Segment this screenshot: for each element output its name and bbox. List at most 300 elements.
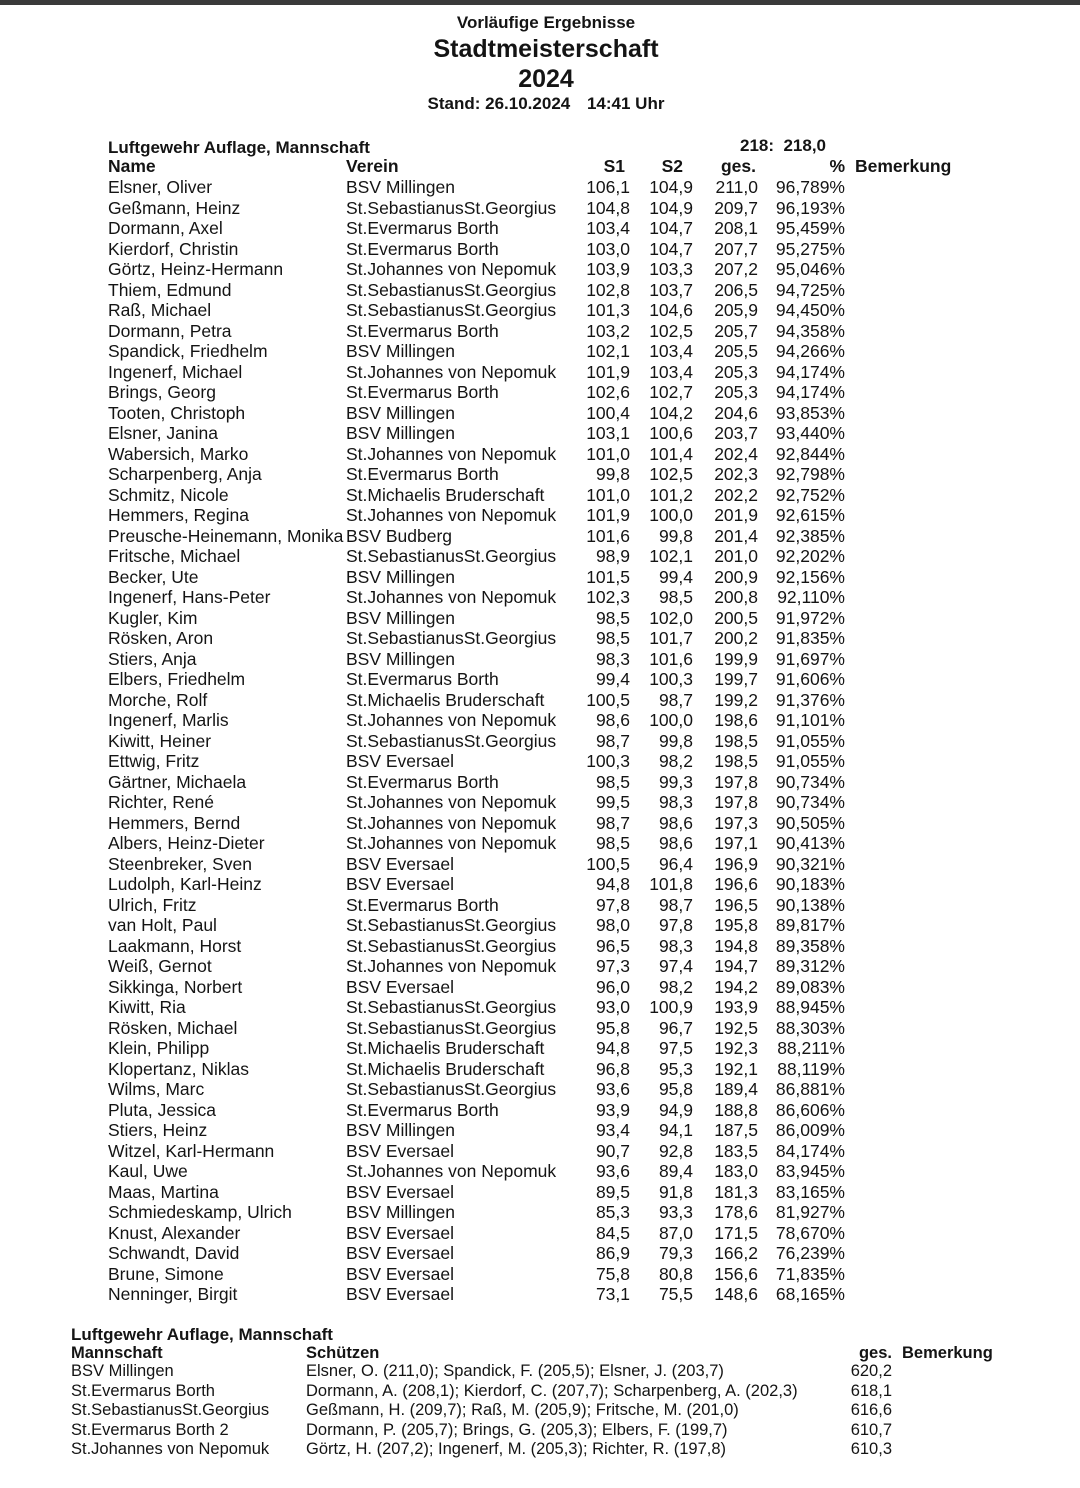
- result-s1: 73,1: [595, 1284, 630, 1304]
- result-s2: 103,7: [649, 279, 693, 300]
- result-s1: 99,5: [595, 792, 630, 812]
- result-club: St.Michaelis Bruderschaft: [346, 1058, 545, 1079]
- result-percent: 88,211%: [777, 1038, 845, 1058]
- result-percent: 89,312%: [775, 956, 845, 976]
- result-s2: 104,9: [649, 197, 693, 218]
- result-total: 204,6: [714, 402, 758, 423]
- result-total: 201,4: [714, 525, 758, 546]
- result-name: Kiwitt, Heiner: [108, 730, 212, 751]
- result-total: 208,1: [714, 218, 758, 238]
- result-club: BSV Eversael: [346, 1140, 454, 1161]
- col-header-name: Name: [108, 156, 156, 176]
- result-name: Ingenerf, Marlis: [108, 710, 229, 730]
- result-total: 193,9: [714, 997, 758, 1017]
- table-row: [0, 341, 1080, 361]
- result-percent: 76,239%: [775, 1243, 845, 1263]
- result-percent: 90,138%: [775, 894, 845, 915]
- result-total: 188,8: [714, 1099, 758, 1120]
- result-club: BSV Eversael: [346, 1263, 454, 1284]
- col-header-s2: S2: [661, 156, 683, 176]
- result-club: St.Johannes von Nepomuk: [346, 259, 557, 279]
- result-club: BSV Millingen: [346, 177, 455, 197]
- result-total: 202,4: [714, 443, 758, 464]
- result-name: Fritsche, Michael: [108, 546, 241, 566]
- table-row: [0, 321, 1080, 341]
- result-s2: 102,5: [649, 320, 693, 341]
- result-club: St.SebastianusSt.Georgius: [346, 730, 557, 751]
- table-row: [0, 1038, 1080, 1058]
- individual-max-score: 218: 218,0: [740, 136, 827, 155]
- result-s2: 100,6: [649, 423, 693, 443]
- result-name: Brune, Simone: [108, 1263, 224, 1284]
- table-row: [0, 423, 1080, 443]
- result-club: St.Johannes von Nepomuk: [346, 587, 557, 607]
- result-name: Weiß, Gernot: [108, 956, 212, 976]
- table-row: [0, 608, 1080, 628]
- result-percent: 93,440%: [775, 423, 845, 443]
- stand-time: 14:41 Uhr: [586, 94, 665, 113]
- document-subtitle: Vorläufige Ergebnisse: [456, 13, 636, 32]
- result-total: 201,0: [714, 546, 758, 566]
- result-name: Schmitz, Nicole: [108, 484, 229, 505]
- result-s1: 101,5: [586, 566, 630, 587]
- result-total: 205,7: [714, 320, 758, 341]
- result-percent: 91,055%: [775, 730, 845, 751]
- result-s1: 99,4: [595, 669, 630, 689]
- result-s1: 100,5: [586, 853, 630, 874]
- table-row: [0, 1202, 1080, 1222]
- result-s2: 100,0: [649, 505, 693, 525]
- result-s2: 101,4: [649, 443, 693, 464]
- result-s1: 102,8: [586, 279, 630, 300]
- result-name: Laakmann, Horst: [108, 935, 242, 956]
- document-stand: [6, 94, 1080, 114]
- result-total: 166,2: [714, 1243, 758, 1263]
- result-club: BSV Millingen: [346, 648, 455, 669]
- result-s1: 96,0: [595, 976, 630, 997]
- result-s2: 103,4: [649, 361, 693, 382]
- result-club: BSV Eversael: [346, 751, 454, 771]
- table-row: [0, 997, 1080, 1017]
- team-shooters: Elsner, O. (211,0); Spandick, F. (205,5); Elsner, J. (203,7): [306, 1362, 724, 1380]
- result-total: 197,8: [714, 792, 758, 812]
- table-row: [0, 833, 1080, 853]
- result-club: St.SebastianusSt.Georgius: [346, 915, 557, 935]
- result-percent: 83,165%: [775, 1181, 845, 1202]
- result-s2: 104,6: [649, 300, 693, 320]
- result-s1: 101,0: [586, 484, 630, 505]
- result-club: St.Evermarus Borth: [346, 320, 499, 341]
- col-header-shooters: Schützen: [306, 1344, 380, 1362]
- result-s2: 98,6: [658, 812, 693, 833]
- result-club: St.Johannes von Nepomuk: [346, 956, 557, 976]
- result-percent: 89,358%: [775, 935, 845, 956]
- result-club: St.Johannes von Nepomuk: [346, 505, 557, 525]
- result-s2: 97,5: [658, 1038, 693, 1058]
- result-name: Tooten, Christoph: [108, 402, 246, 423]
- result-club: BSV Eversael: [346, 1243, 454, 1263]
- result-s1: 93,0: [595, 997, 630, 1017]
- result-name: van Holt, Paul: [108, 915, 217, 935]
- result-s2: 98,7: [658, 894, 693, 915]
- table-row: [0, 198, 1080, 218]
- table-row: [0, 1059, 1080, 1079]
- result-percent: 90,734%: [775, 771, 845, 792]
- result-s2: 95,8: [658, 1079, 693, 1099]
- result-s1: 98,3: [595, 648, 630, 669]
- result-name: Pluta, Jessica: [108, 1099, 216, 1120]
- result-name: Ettwig, Fritz: [108, 751, 200, 771]
- result-s2: 103,4: [649, 341, 693, 361]
- result-s1: 98,5: [595, 607, 630, 628]
- result-club: BSV Millingen: [346, 1120, 455, 1140]
- result-s2: 99,4: [658, 566, 693, 587]
- result-name: Elsner, Oliver: [108, 177, 213, 197]
- result-percent: 84,174%: [775, 1140, 845, 1161]
- result-club: St.SebastianusSt.Georgius: [346, 1079, 557, 1099]
- result-s2: 97,4: [658, 956, 693, 976]
- result-total: 187,5: [714, 1120, 758, 1140]
- table-row: [0, 546, 1080, 566]
- result-club: St.SebastianusSt.Georgius: [346, 1017, 557, 1038]
- col-header-team-remark: Bemerkung: [902, 1344, 993, 1362]
- result-name: Hemmers, Bernd: [108, 812, 241, 833]
- result-s2: 96,4: [658, 853, 693, 874]
- table-row: [0, 239, 1080, 259]
- result-name: Stiers, Anja: [108, 648, 197, 669]
- result-percent: 91,101%: [775, 710, 845, 730]
- result-s1: 101,9: [586, 361, 630, 382]
- table-row: [0, 956, 1080, 976]
- result-name: Maas, Martina: [108, 1181, 219, 1202]
- result-total: 194,2: [714, 976, 758, 997]
- result-percent: 92,752%: [775, 484, 845, 505]
- result-name: Elsner, Janina: [108, 423, 218, 443]
- result-total: 200,2: [714, 628, 758, 648]
- result-total: 211,0: [715, 177, 758, 197]
- result-s1: 90,7: [595, 1140, 630, 1161]
- result-s2: 99,3: [658, 771, 693, 792]
- result-name: Gärtner, Michaela: [108, 771, 247, 792]
- team-row: [0, 1401, 1080, 1421]
- result-total: 148,6: [714, 1284, 758, 1304]
- result-name: Morche, Rolf: [108, 689, 208, 710]
- table-row: [0, 813, 1080, 833]
- result-s1: 75,8: [595, 1263, 630, 1284]
- result-name: Richter, René: [108, 792, 215, 812]
- result-s2: 93,3: [658, 1202, 693, 1222]
- result-total: 207,2: [714, 259, 758, 279]
- result-percent: 91,697%: [775, 648, 845, 669]
- result-total: 205,3: [714, 361, 758, 382]
- result-total: 189,4: [714, 1079, 758, 1099]
- table-row: [0, 936, 1080, 956]
- result-total: 194,8: [714, 935, 758, 956]
- result-percent: 88,119%: [777, 1058, 845, 1079]
- result-name: Steenbreker, Sven: [108, 853, 252, 874]
- result-s2: 98,7: [658, 689, 693, 710]
- result-s2: 101,7: [649, 628, 693, 648]
- result-percent: 94,174%: [775, 382, 845, 402]
- result-total: 183,0: [714, 1161, 758, 1181]
- table-row: [0, 1264, 1080, 1284]
- team-name: St.SebastianusSt.Georgius: [71, 1401, 270, 1419]
- result-club: St.Evermarus Borth: [346, 382, 499, 402]
- result-name: Görtz, Heinz-Hermann: [108, 259, 284, 279]
- result-total: 200,8: [714, 587, 758, 607]
- result-percent: 90,734%: [775, 792, 845, 812]
- result-club: BSV Millingen: [346, 341, 455, 361]
- result-total: 183,5: [714, 1140, 758, 1161]
- result-total: 199,7: [714, 669, 758, 689]
- result-s1: 93,6: [595, 1079, 630, 1099]
- result-s1: 106,1: [586, 177, 630, 197]
- result-s2: 104,9: [649, 177, 693, 197]
- result-total: 192,3: [714, 1038, 758, 1058]
- table-row: [0, 587, 1080, 607]
- table-row: [0, 751, 1080, 771]
- result-s2: 102,5: [649, 464, 693, 484]
- table-row: [0, 1284, 1080, 1304]
- result-s2: 98,3: [658, 935, 693, 956]
- result-club: St.Evermarus Borth: [346, 218, 499, 238]
- result-s1: 98,6: [595, 710, 630, 730]
- result-s2: 101,2: [649, 484, 693, 505]
- table-row: [0, 772, 1080, 792]
- result-name: Wabersich, Marko: [108, 443, 249, 464]
- result-club: St.Michaelis Bruderschaft: [346, 484, 545, 505]
- result-s2: 104,2: [649, 402, 693, 423]
- table-row: [0, 177, 1080, 197]
- table-row: [0, 874, 1080, 894]
- result-percent: 96,789%: [775, 177, 845, 197]
- result-s2: 102,0: [649, 607, 693, 628]
- result-percent: 90,505%: [775, 812, 845, 833]
- col-header-team: Mannschaft: [71, 1344, 163, 1362]
- result-s1: 96,5: [595, 935, 630, 956]
- result-club: BSV Eversael: [346, 874, 454, 894]
- result-name: Dormann, Petra: [108, 320, 232, 341]
- result-total: 200,9: [714, 566, 758, 587]
- result-percent: 89,817%: [775, 915, 845, 935]
- result-percent: 92,798%: [775, 464, 845, 484]
- result-s1: 100,3: [586, 751, 630, 771]
- team-total: 616,6: [850, 1401, 892, 1419]
- table-row: [0, 649, 1080, 669]
- table-row: [0, 218, 1080, 238]
- table-row: [0, 915, 1080, 935]
- table-row: [0, 710, 1080, 730]
- result-club: BSV Eversael: [346, 853, 454, 874]
- result-s1: 93,9: [595, 1099, 630, 1120]
- result-club: St.Evermarus Borth: [346, 238, 499, 259]
- result-name: Kugler, Kim: [108, 607, 198, 628]
- result-total: 196,5: [714, 894, 758, 915]
- result-s2: 101,6: [649, 648, 693, 669]
- result-s2: 94,9: [658, 1099, 693, 1120]
- table-row: [0, 259, 1080, 279]
- result-total: 192,1: [714, 1058, 758, 1079]
- result-name: Knust, Alexander: [108, 1222, 241, 1243]
- result-s1: 98,7: [595, 730, 630, 751]
- result-s1: 94,8: [595, 874, 630, 894]
- result-s2: 98,2: [658, 751, 693, 771]
- result-name: Rösken, Aron: [108, 628, 214, 648]
- team-section-title: Luftgewehr Auflage, Mannschaft: [71, 1325, 333, 1344]
- result-name: Geßmann, Heinz: [108, 197, 241, 218]
- result-percent: 92,156%: [775, 566, 845, 587]
- team-table-header: [0, 1344, 1080, 1364]
- result-s1: 98,0: [595, 915, 630, 935]
- document-year: 2024: [518, 65, 574, 93]
- team-shooters: Görtz, H. (207,2); Ingenerf, M. (205,3); Richter, R. (197,8): [306, 1440, 727, 1458]
- result-percent: 92,202%: [775, 546, 845, 566]
- result-club: BSV Budberg: [346, 525, 453, 546]
- result-percent: 90,321%: [775, 853, 845, 874]
- table-row: [0, 1018, 1080, 1038]
- result-club: St.Johannes von Nepomuk: [346, 1161, 557, 1181]
- result-club: St.SebastianusSt.Georgius: [346, 197, 557, 218]
- result-percent: 90,183%: [775, 874, 845, 894]
- result-total: 202,2: [714, 484, 758, 505]
- result-club: BSV Millingen: [346, 423, 455, 443]
- top-edge-bar: [0, 0, 1080, 5]
- result-total: 201,9: [714, 505, 758, 525]
- col-header-remark: Bemerkung: [855, 156, 952, 176]
- result-total: 194,7: [714, 956, 758, 976]
- result-s1: 84,5: [595, 1222, 630, 1243]
- table-row: [0, 1243, 1080, 1263]
- result-s1: 86,9: [595, 1243, 630, 1263]
- result-s1: 96,8: [595, 1058, 630, 1079]
- table-row: [0, 1141, 1080, 1161]
- result-name: Rösken, Michael: [108, 1017, 238, 1038]
- col-header-team-total: ges.: [858, 1344, 892, 1362]
- result-name: Spandick, Friedhelm: [108, 341, 268, 361]
- result-name: Elbers, Friedhelm: [108, 669, 246, 689]
- result-club: St.SebastianusSt.Georgius: [346, 935, 557, 956]
- result-percent: 78,670%: [775, 1222, 845, 1243]
- result-percent: 88,303%: [775, 1017, 845, 1038]
- result-club: St.Johannes von Nepomuk: [346, 443, 557, 464]
- result-s1: 100,5: [586, 689, 630, 710]
- table-row: [0, 280, 1080, 300]
- result-s1: 102,6: [586, 382, 630, 402]
- result-percent: 92,110%: [777, 587, 845, 607]
- result-s1: 94,8: [595, 1038, 630, 1058]
- team-name: St.Johannes von Nepomuk: [71, 1440, 270, 1458]
- result-club: St.SebastianusSt.Georgius: [346, 279, 557, 300]
- result-club: BSV Millingen: [346, 1202, 455, 1222]
- result-s1: 103,0: [586, 238, 630, 259]
- result-s2: 100,0: [649, 710, 693, 730]
- result-percent: 95,459%: [775, 218, 845, 238]
- result-total: 198,5: [714, 730, 758, 751]
- team-row: [0, 1421, 1080, 1441]
- result-name: Ulrich, Fritz: [108, 894, 197, 915]
- result-club: St.Johannes von Nepomuk: [346, 812, 557, 833]
- result-s1: 97,3: [595, 956, 630, 976]
- result-s1: 101,0: [586, 443, 630, 464]
- result-total: 202,3: [714, 464, 758, 484]
- result-s1: 98,7: [595, 812, 630, 833]
- result-percent: 86,881%: [775, 1079, 845, 1099]
- result-club: St.Evermarus Borth: [346, 771, 499, 792]
- result-name: Dormann, Axel: [108, 218, 223, 238]
- result-club: BSV Eversael: [346, 1222, 454, 1243]
- team-total: 610,3: [850, 1440, 892, 1458]
- result-s1: 95,8: [595, 1017, 630, 1038]
- result-s1: 98,5: [595, 628, 630, 648]
- result-s2: 89,4: [658, 1161, 693, 1181]
- result-total: 199,9: [714, 648, 758, 669]
- result-percent: 91,606%: [775, 669, 845, 689]
- result-s2: 100,3: [649, 669, 693, 689]
- result-percent: 89,083%: [775, 976, 845, 997]
- result-club: St.SebastianusSt.Georgius: [346, 546, 557, 566]
- result-percent: 94,450%: [775, 300, 845, 320]
- col-header-s1: S1: [603, 156, 625, 176]
- result-total: 200,5: [714, 607, 758, 628]
- table-row: [0, 628, 1080, 648]
- result-s2: 97,8: [658, 915, 693, 935]
- result-total: 203,7: [714, 423, 758, 443]
- result-percent: 86,606%: [775, 1099, 845, 1120]
- result-s1: 104,8: [586, 197, 630, 218]
- result-percent: 96,193%: [775, 197, 845, 218]
- result-total: 205,9: [714, 300, 758, 320]
- result-s1: 103,1: [586, 423, 630, 443]
- table-row: [0, 895, 1080, 915]
- result-total: 197,3: [714, 812, 758, 833]
- table-row: [0, 792, 1080, 812]
- result-club: St.Johannes von Nepomuk: [346, 833, 557, 853]
- result-name: Thiem, Edmund: [108, 279, 232, 300]
- result-s1: 99,8: [595, 464, 630, 484]
- result-s1: 93,6: [595, 1161, 630, 1181]
- result-total: 192,5: [714, 1017, 758, 1038]
- result-total: 205,3: [714, 382, 758, 402]
- team-total: 610,7: [850, 1420, 892, 1439]
- result-percent: 94,174%: [775, 361, 845, 382]
- result-s2: 99,8: [658, 525, 693, 546]
- result-club: St.Johannes von Nepomuk: [346, 361, 557, 382]
- result-name: Witzel, Karl-Hermann: [108, 1140, 275, 1161]
- result-name: Sikkinga, Norbert: [108, 976, 243, 997]
- result-name: Schmiedeskamp, Ulrich: [108, 1202, 292, 1222]
- result-club: BSV Millingen: [346, 402, 455, 423]
- team-name: St.Evermarus Borth 2: [71, 1420, 229, 1439]
- table-row: [0, 690, 1080, 710]
- result-name: Ingenerf, Michael: [108, 361, 243, 382]
- result-club: BSV Eversael: [346, 1181, 454, 1202]
- table-row: [0, 1161, 1080, 1181]
- result-s2: 100,9: [649, 997, 693, 1017]
- result-club: St.SebastianusSt.Georgius: [346, 997, 557, 1017]
- result-total: 197,8: [714, 771, 758, 792]
- result-percent: 83,945%: [775, 1161, 845, 1181]
- result-s1: 100,4: [586, 402, 630, 423]
- result-s1: 93,4: [595, 1120, 630, 1140]
- result-name: Stiers, Heinz: [108, 1120, 208, 1140]
- result-name: Klein, Philipp: [108, 1038, 210, 1058]
- team-total: 620,2: [850, 1362, 892, 1380]
- result-percent: 92,844%: [775, 443, 845, 464]
- document-title: Stadtmeisterschaft: [433, 35, 659, 63]
- result-club: St.Evermarus Borth: [346, 464, 499, 484]
- team-total: 618,1: [850, 1381, 892, 1400]
- result-total: 156,6: [714, 1263, 758, 1284]
